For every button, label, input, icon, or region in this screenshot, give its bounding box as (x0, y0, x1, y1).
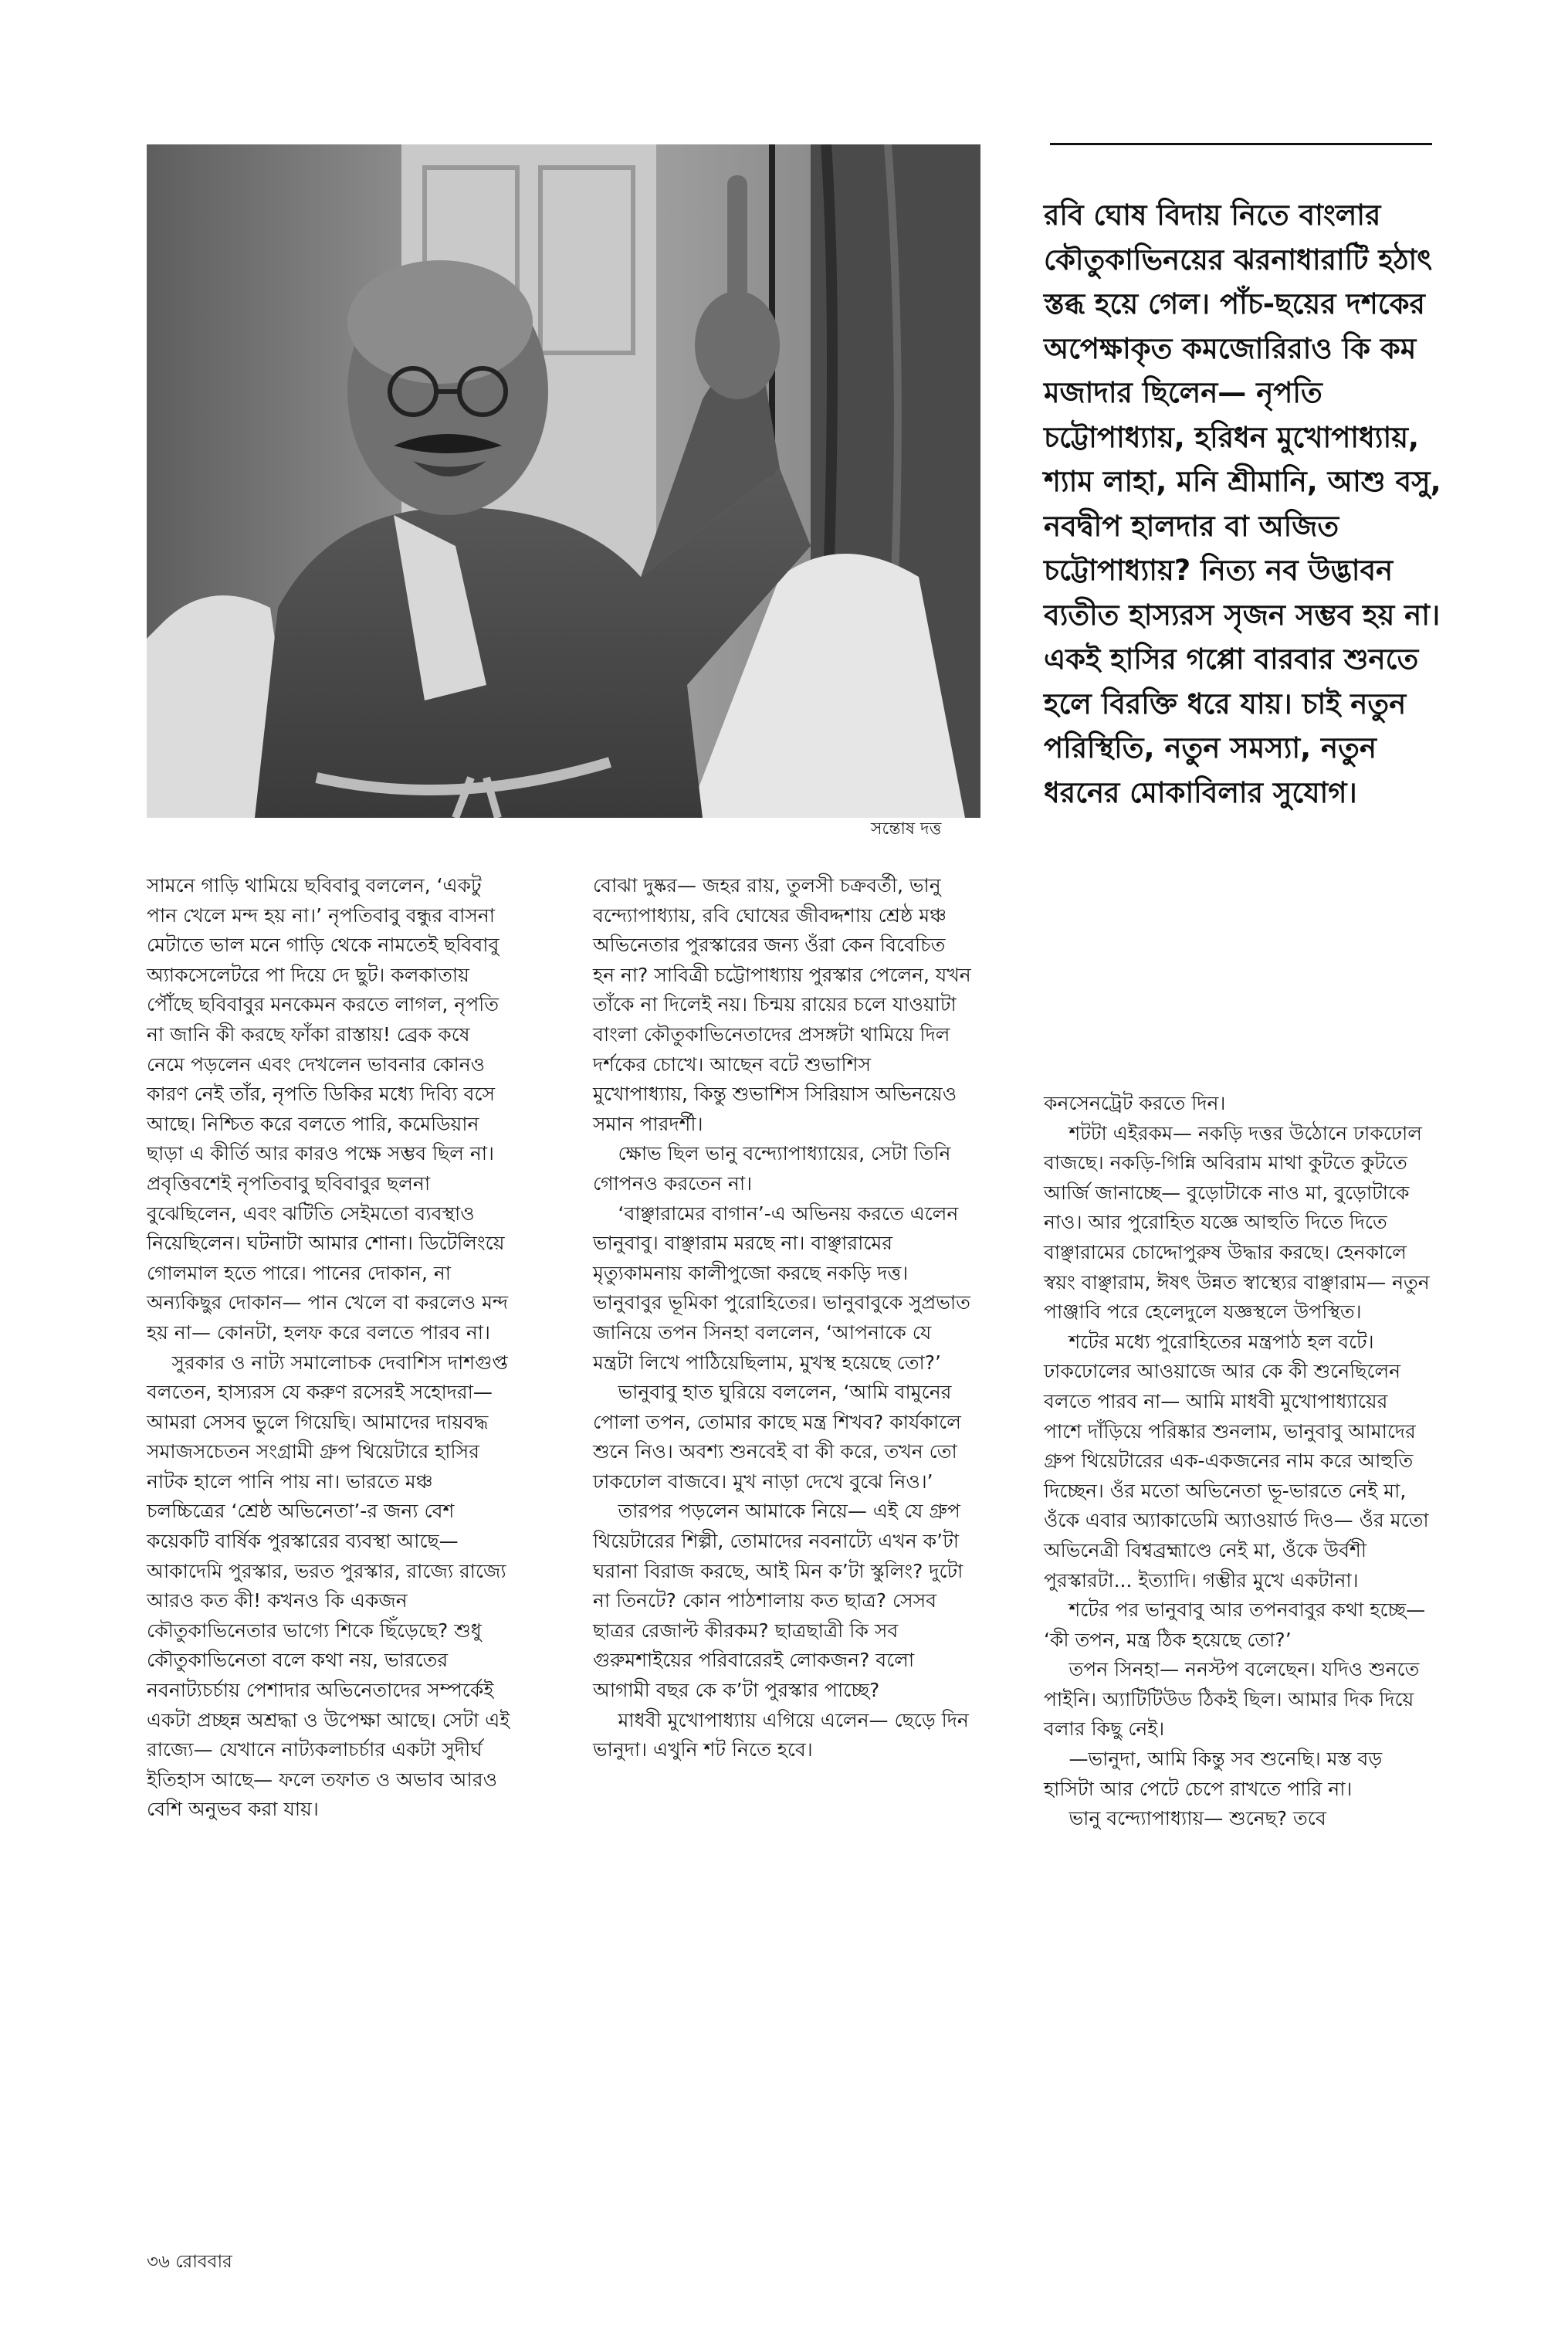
paragraph: সুরকার ও নাট্য সমালোচক দেবাশিস দাশগুপ্ত বলতেন, হাস্যরস যে করুণ রসেরই সহোদরা— আমরা সেসব ভুলে গিয়েছি। আমাদের দায়বদ্ধ সমাজসচেতন সংগ্রামী গ্রুপ থিয়েটারে হাসির নাটক হালে পানি পায় না। ভারতে মঞ্চ চলচ্চিত্রের ‘শ্রেষ্ঠ অভিনেতা’-র জন্য বেশ কয়েকটি বার্ষিক পুরস্কারের ব্যবস্থা আছে— আকাদেমি পুরস্কার, ভরত পুরস্কার, রাজ্যে রাজ্যে আরও কত কী! কখনও কি একজন কৌতুকাভিনেতার ভাগ্যে শিকে ছিঁড়েছে? শুধু কৌতুকাভিনেতা বলে কথা নয়, ভারতের নবনাট্যচর্চায় পেশাদার অভিনেতাদের সম্পর্কেই একটা প্রচ্ছন্ন অশ্রদ্ধা ও উপেক্ষা আছে। সেটা এই রাজ্যে— যেখানে নাট্যকলাচর্চার একটা সুদীর্ঘ ইতিহাস আছে— ফলে তফাত ও অভাব আরও বেশি অনুভব করা যায়। (147, 1351, 510, 1821)
page-folio: ৩৬ রোববার (147, 2252, 232, 2272)
paragraph: মাধবী মুখোপাধ্যায় এগিয়ে এলেন— ছেড়ে দিন ভানুদা। এখুনি শট নিতে হবে। (593, 1708, 969, 1761)
paragraph: —ভানুদা, আমি কিন্তু সব শুনেছি। মস্ত বড় হাসিটা আর পেটে চেপে রাখতে পারি না। (1044, 1748, 1383, 1800)
paragraph: শটটা এইরকম— নকড়ি দত্তর উঠোনে ঢাকঢোল বাজছে। নকড়ি-গিন্নি অবিরাম মাথা কুটতে কুটতে আর্জি জানাচ্ছে— বুড়োটাকে নাও মা, বুড়োটাকে নাও। আর পুরোহিত যজ্ঞে আহুতি দিতে দিতে বাঞ্ছারামের চোদ্দোপুরুষ উদ্ধার করছে। হেনকালে স্বয়ং বাঞ্ছারাম, ঈষৎ উন্নত স্বাস্থ্যের বাঞ্ছারাম— নতুন পাঞ্জাবি পরে হেলেদুলে যজ্ঞস্থলে উপস্থিত। (1044, 1121, 1430, 1324)
photo-actor-laughing-icon (147, 144, 980, 818)
paragraph: শটের পর ভানুবাবু আর তপনবাবুর কথা হচ্ছে— ‘কী তপন, মন্ত্র ঠিক হয়েছে তো?’ (1044, 1599, 1426, 1651)
paragraph: কনসেনট্রেট করতে দিন। (1044, 1092, 1226, 1114)
column-2 (593, 871, 971, 1765)
paragraph: তারপর পড়লেন আমাকে নিয়ে— এই যে গ্রুপ থিয়েটারের শিল্পী, তোমাদের নবনাট্যে এখন ক’টা ঘরানা বিরাজ করছে, আই মিন ক’টা স্কুলিং? দুটো না তিনটে? কোন পাঠশালায় কত ছাত্র? সেসব ছাত্রর রেজাল্ট কীরকম? ছাত্রছাত্রী কি সব গুরুমশাইয়ের পরিবারেরই লোকজন? বলো আগামী বছর কে ক’টা পুরস্কার পাচ্ছে? (593, 1500, 963, 1702)
photo-credit: সন্তোষ দত্ত (871, 819, 942, 839)
paragraph: ‘বাঞ্ছারামের বাগান’-এ অভিনয় করতে এলেন ভানুবাবু। বাঞ্ছারাম মরছে না। বাঞ্ছারামের মৃত্যুকামনায় কালীপুজো করছে নকড়ি দত্ত। ভানুবাবুর ভূমিকা পুরোহিতের। ভানুবাবুকে সুপ্রভাত জানিয়ে তপন সিনহা বললেন, ‘আপনাকে যে মন্ত্রটা লিখে পাঠিয়েছিলাম, মুখস্থ হয়েছে তো?’ (593, 1202, 970, 1374)
column-1 (147, 871, 513, 1825)
actor-photo (147, 144, 980, 818)
paragraph: সামনে গাড়ি থামিয়ে ছবিবাবু বললেন, ‘একটু পান খেলে মন্দ হয় না।’ নৃপতিবাবু বন্ধুর বাসনা মেটাতে ভাল মনে গাড়ি থেকে নামতেই ছবিবাবু অ্যাকসেলেটরে পা দিয়ে দে ছুট। কলকাতায় পৌঁছে ছবিবাবুর মনকেমন করতে লাগল, নৃপতি না জানি কী করছে ফাঁকা রাস্তায়! ব্রেক কষে নেমে পড়লেন এবং দেখলেন ভাবনার কোনও কারণ নেই তাঁর, নৃপতি ডিকির মধ্যে দিব্যি বসে আছে। নিশ্চিত করে বলতে পারি, কমেডিয়ান ছাড়া এ কীর্তি আর কারও পক্ষে সম্ভব ছিল না। প্রবৃত্তিবশেই নৃপতিবাবু ছবিবাবুর ছলনা বুঝেছিলেন, এবং ঝটিতি সেইমতো ব্যবস্থাও নিয়েছিলেন। ঘটনাটা আমার শোনা। ডিটেলিংয়ে গোলমাল হতে পারে। পানের দোকান, না অন্যকিছুর দোকান— পান খেলে বা করলেও মন্দ হয় না— কোনটা, হলফ করে বলতে পারব না। (147, 874, 509, 1344)
pull-quote-rule (1050, 143, 1432, 145)
paragraph: ভানু বন্দ্যোপাধ্যায়— শুনেছ? তবে (1068, 1807, 1326, 1830)
paragraph: বোঝা দুষ্কর— জহর রায়, তুলসী চক্রবর্তী, ভানু বন্দ্যোপাধ্যায়, রবি ঘোষের জীবদ্দশায় শ্রেষ্ঠ মঞ্চ অভিনেতার পুরস্কারের জন্য ওঁরা কেন বিবেচিত হন না? সাবিত্রী চট্টোপাধ্যায় পুরস্কার পেলেন, যখন তাঁকে না দিলেই নয়। চিন্ময় রায়ের চলে যাওয়াটা বাংলা কৌতুকাভিনেতাদের প্রসঙ্গটা থামিয়ে দিল দর্শকের চোখে। আছেন বটে শুভাশিস মুখোপাধ্যায়, কিন্তু শুভাশিস সিরিয়াস অভিনয়েও সমান পারদর্শী। (593, 874, 971, 1135)
paragraph: ক্ষোভ ছিল ভানু বন্দ্যোপাধ্যায়ের, সেটা তিনি গোপনও করতেন না। (593, 1142, 951, 1195)
paragraph: তপন সিনহা— ননস্টপ বলেছেন। যদিও শুনতে পাইনি। অ্যাটিটিউড ঠিকই ছিল। আমার দিক দিয়ে বলার কিছু নেই। (1044, 1658, 1420, 1741)
column-3 (1044, 1089, 1430, 1834)
pull-quote: রবি ঘোষ বিদায় নিতে বাংলার কৌতুকাভিনয়ের ঝরনাধারাটি হঠাৎ স্তব্ধ হয়ে গেল। পাঁচ-ছয়ের দশকের অপেক্ষাকৃত কমজোরিরাও কি কম মজাদার ছিলেন— নৃপতি চট্টোপাধ্যায়, হরিধন মুখোপাধ্যায়, শ্যাম লাহা, মনি শ্রীমানি, আশু বসু, নবদ্বীপ হালদার বা অজিত চট্টোপাধ্যায়? নিত্য নব উদ্ভাবন ব্যতীত হাস্যরস সৃজন সম্ভব হয় না। একই হাসির গপ্পো বারবার শুনতে হলে বিরক্তি ধরে যায়। চাই নতুন পরিস্থিতি, নতুন সমস্যা, নতুন ধরনের মোকাবিলার সুযোগ। (1044, 198, 1441, 809)
paragraph: শটের মধ্যে পুরোহিতের মন্ত্রপাঠ হল বটে। ঢাকঢোলের আওয়াজে আর কে কী শুনেছিলেন বলতে পারব না— আমি মাধবী মুখোপাধ্যায়ের পাশে দাঁড়িয়ে পরিষ্কার শুনলাম, ভানুবাবু আমাদের গ্রুপ থিয়েটারের এক-একজনের নাম করে আহুতি দিচ্ছেন। ওঁর মতো অভিনেতা ভূ-ভারতে নেই মা, ওঁকে এবার অ্যাকাডেমি অ্যাওয়ার্ড দিও— ওঁর মতো অভিনেত্রী বিশ্বব্রহ্মাণ্ডে নেই মা, ওঁকে উর্বশী পুরস্কারটা... ইত্যাদি। গম্ভীর মুখে একটানা। (1044, 1330, 1429, 1592)
paragraph: ভানুবাবু হাত ঘুরিয়ে বললেন, ‘আমি বামুনের পোলা তপন, তোমার কাছে মন্ত্র শিখব? কার্যকালে শুনে নিও। অবশ্য শুনবেই বা কী করে, তখন তো ঢাকঢোল বাজবে। মুখ নাড়া দেখে বুঝে নিও।’ (593, 1381, 961, 1493)
